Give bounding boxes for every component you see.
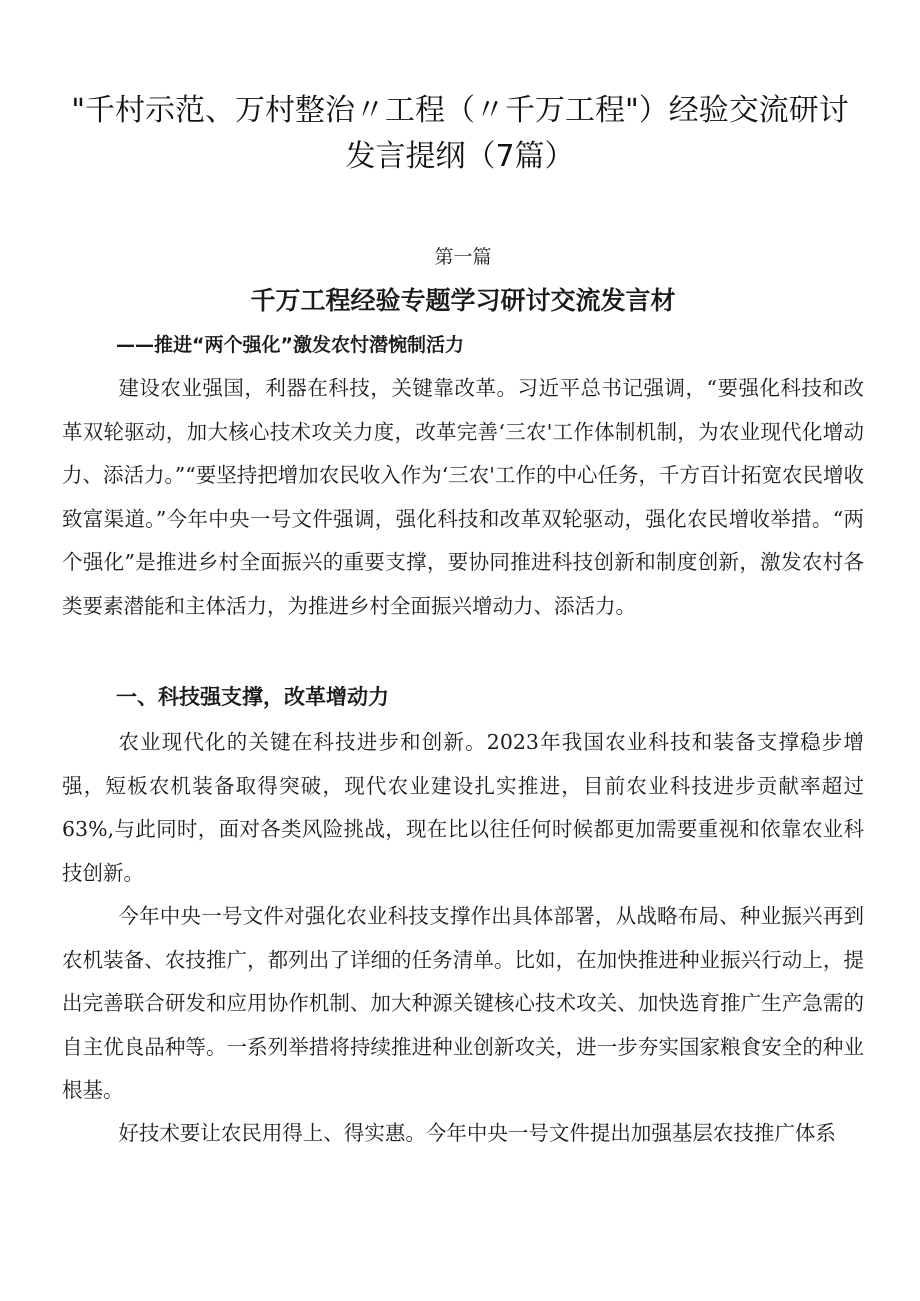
paragraph-4: 好技术要让农民用得上、得实惠。今年中央一号文件提出加强基层农技推广体系 — [118, 1121, 836, 1145]
article-title: 千万工程经验专题学习研讨交流发言材 — [250, 286, 676, 315]
part-label: 第一篇 — [434, 246, 492, 268]
document-title: "千村示范、万村整治〃工程（〃千万工程"）经验交流研讨发言提纲（7篇） — [71, 93, 849, 174]
article-subtitle: ——推进“两个强化”激发农忖潜惋制活力 — [116, 334, 464, 356]
paragraph-3: 今年中央一号文件对强化农业科技支撑作出具体部署，从战略布局、种业振兴再到农机装备、农技推广，都列出了详细的任务清单。比如，在加快推进种业振兴行动上，提出完善联合研发和应用协作机制、加大种源关键核心技术攻关、加快选育推广生产急需的自主优良品种等。一系列举措将持续推进种业创新攻关，进一步夯实国家粮食安全的种业根基。 — [62, 904, 864, 1102]
paragraph-2: 农业现代化的关键在科技进步和创新。2023年我国农业科技和装备支撑稳步增强，短板农机装备取得突破，现代农业建设扎实推进，目前农业科技进步贡献率超过63%,与此同时，面对各类风险挑战，现在比以往任何时候都更加需要重视和依靠农业科技创新。 — [62, 730, 864, 885]
paragraph-intro: 建设农业强国，利器在科技，关键靠改革。习近平总书记强调，“要强化科技和改革双轮驱动，加大核心技术攻关力度，改革完善‘三农'工作体制机制，为农业现代化增动力、添活力。”“要坚持把增加农民收入作为‘三农'工作的中心任务，千方百计拓宽农民增收致富渠道。”今年中央一号文件强调，强化科技和改革双轮驱动，强化农民增收举措。“两个强化”是推进乡村全面振兴的重要支撑，要协同推进科技创新和制度创新，激发农村各类要素潜能和主体活力，为推进乡村全面振兴增动力、添活力。 — [62, 376, 864, 618]
section-heading-1: 一、科技强支撑，改革增动力 — [116, 685, 389, 709]
